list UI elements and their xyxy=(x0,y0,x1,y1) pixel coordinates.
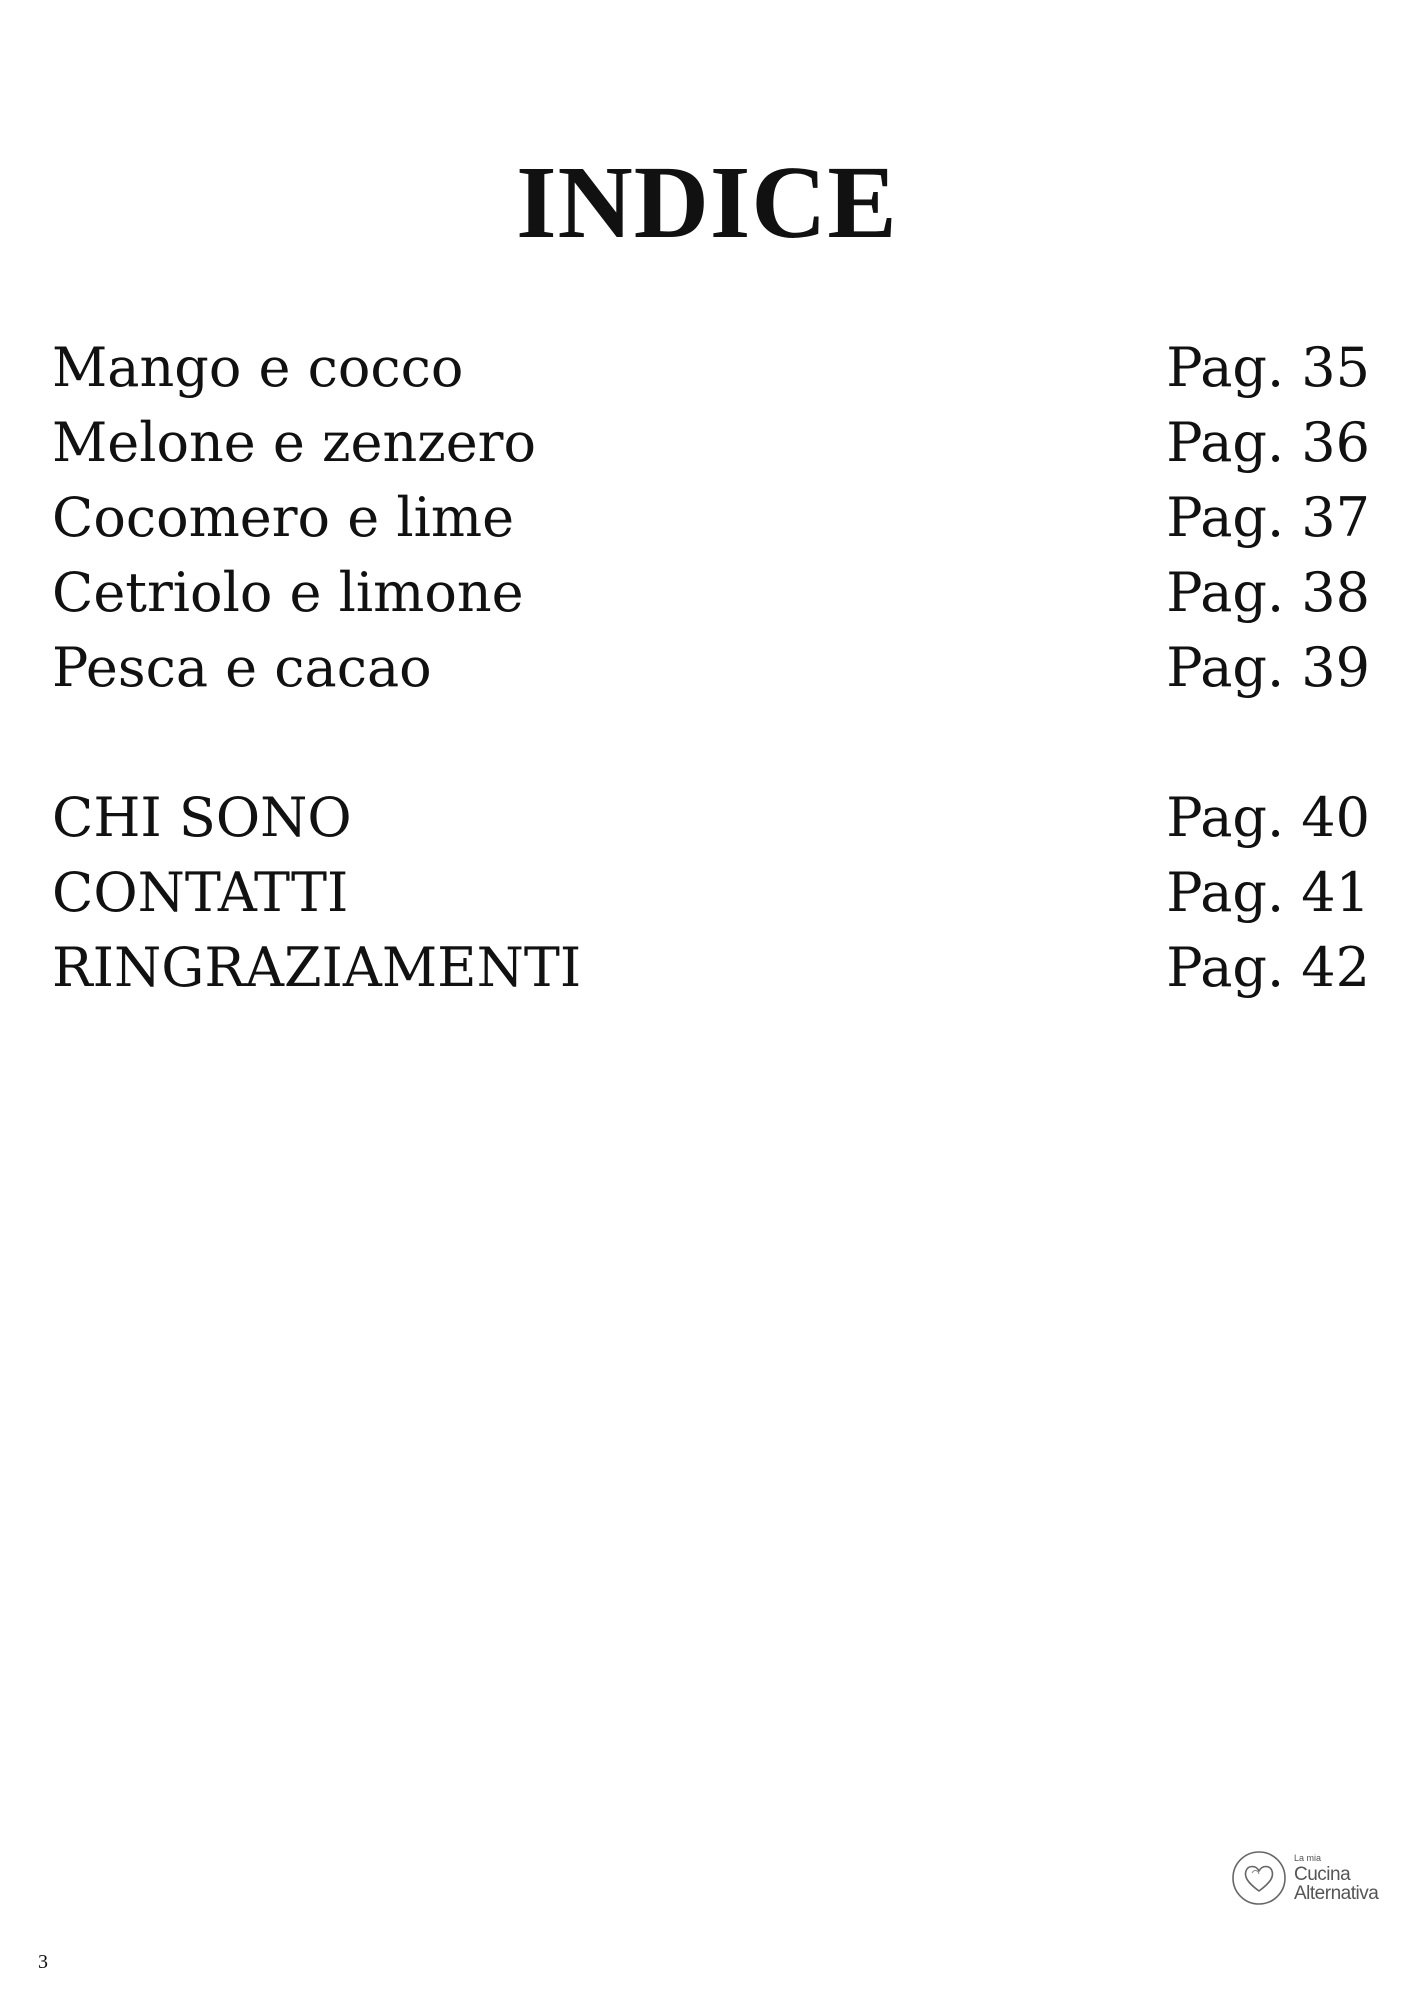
toc-entry-page: Pag. 42 xyxy=(1166,936,1370,999)
toc-recipes xyxy=(52,330,1370,705)
toc-row[interactable] xyxy=(52,780,1370,855)
page-number: 3 xyxy=(38,1951,48,1973)
toc-entry-page: Pag. 40 xyxy=(1166,786,1370,849)
toc-entry-label: Mango e cocco xyxy=(52,336,464,399)
toc-entry-page: Pag. 35 xyxy=(1166,336,1370,399)
toc-entry-label: CONTATTI xyxy=(52,861,349,924)
toc-entry-page: Pag. 39 xyxy=(1166,636,1370,699)
toc-row[interactable] xyxy=(52,330,1370,405)
logo-line-3: Alternativa xyxy=(1294,1882,1379,1904)
toc-row[interactable] xyxy=(52,630,1370,705)
toc-entry-page: Pag. 38 xyxy=(1166,561,1370,624)
toc-entry-label: Cocomero e lime xyxy=(52,486,515,549)
toc-row[interactable] xyxy=(52,930,1370,1005)
toc-entry-label: RINGRAZIAMENTI xyxy=(52,936,582,999)
toc-entry-page: Pag. 41 xyxy=(1166,861,1370,924)
brand-logo xyxy=(1230,1846,1400,1910)
logo-wordmark xyxy=(1294,1854,1378,1903)
toc-entry-label: Cetriolo e limone xyxy=(52,561,524,624)
toc-row[interactable] xyxy=(52,480,1370,555)
logo-line-2: Cucina xyxy=(1294,1863,1351,1885)
toc-row[interactable] xyxy=(52,555,1370,630)
logo-line-1: La mia xyxy=(1294,1852,1322,1863)
toc-entry-label: Melone e zenzero xyxy=(52,411,536,474)
toc-row[interactable] xyxy=(52,405,1370,480)
toc-entry-page: Pag. 37 xyxy=(1166,486,1370,549)
toc-extras xyxy=(52,780,1370,1005)
toc-row[interactable] xyxy=(52,855,1370,930)
toc-entry-label: CHI SONO xyxy=(52,786,352,849)
toc-entry-page: Pag. 36 xyxy=(1166,411,1370,474)
page-title: INDICE xyxy=(516,145,898,260)
toc-entry-label: Pesca e cacao xyxy=(52,636,432,699)
heart-circle-icon xyxy=(1230,1849,1288,1907)
